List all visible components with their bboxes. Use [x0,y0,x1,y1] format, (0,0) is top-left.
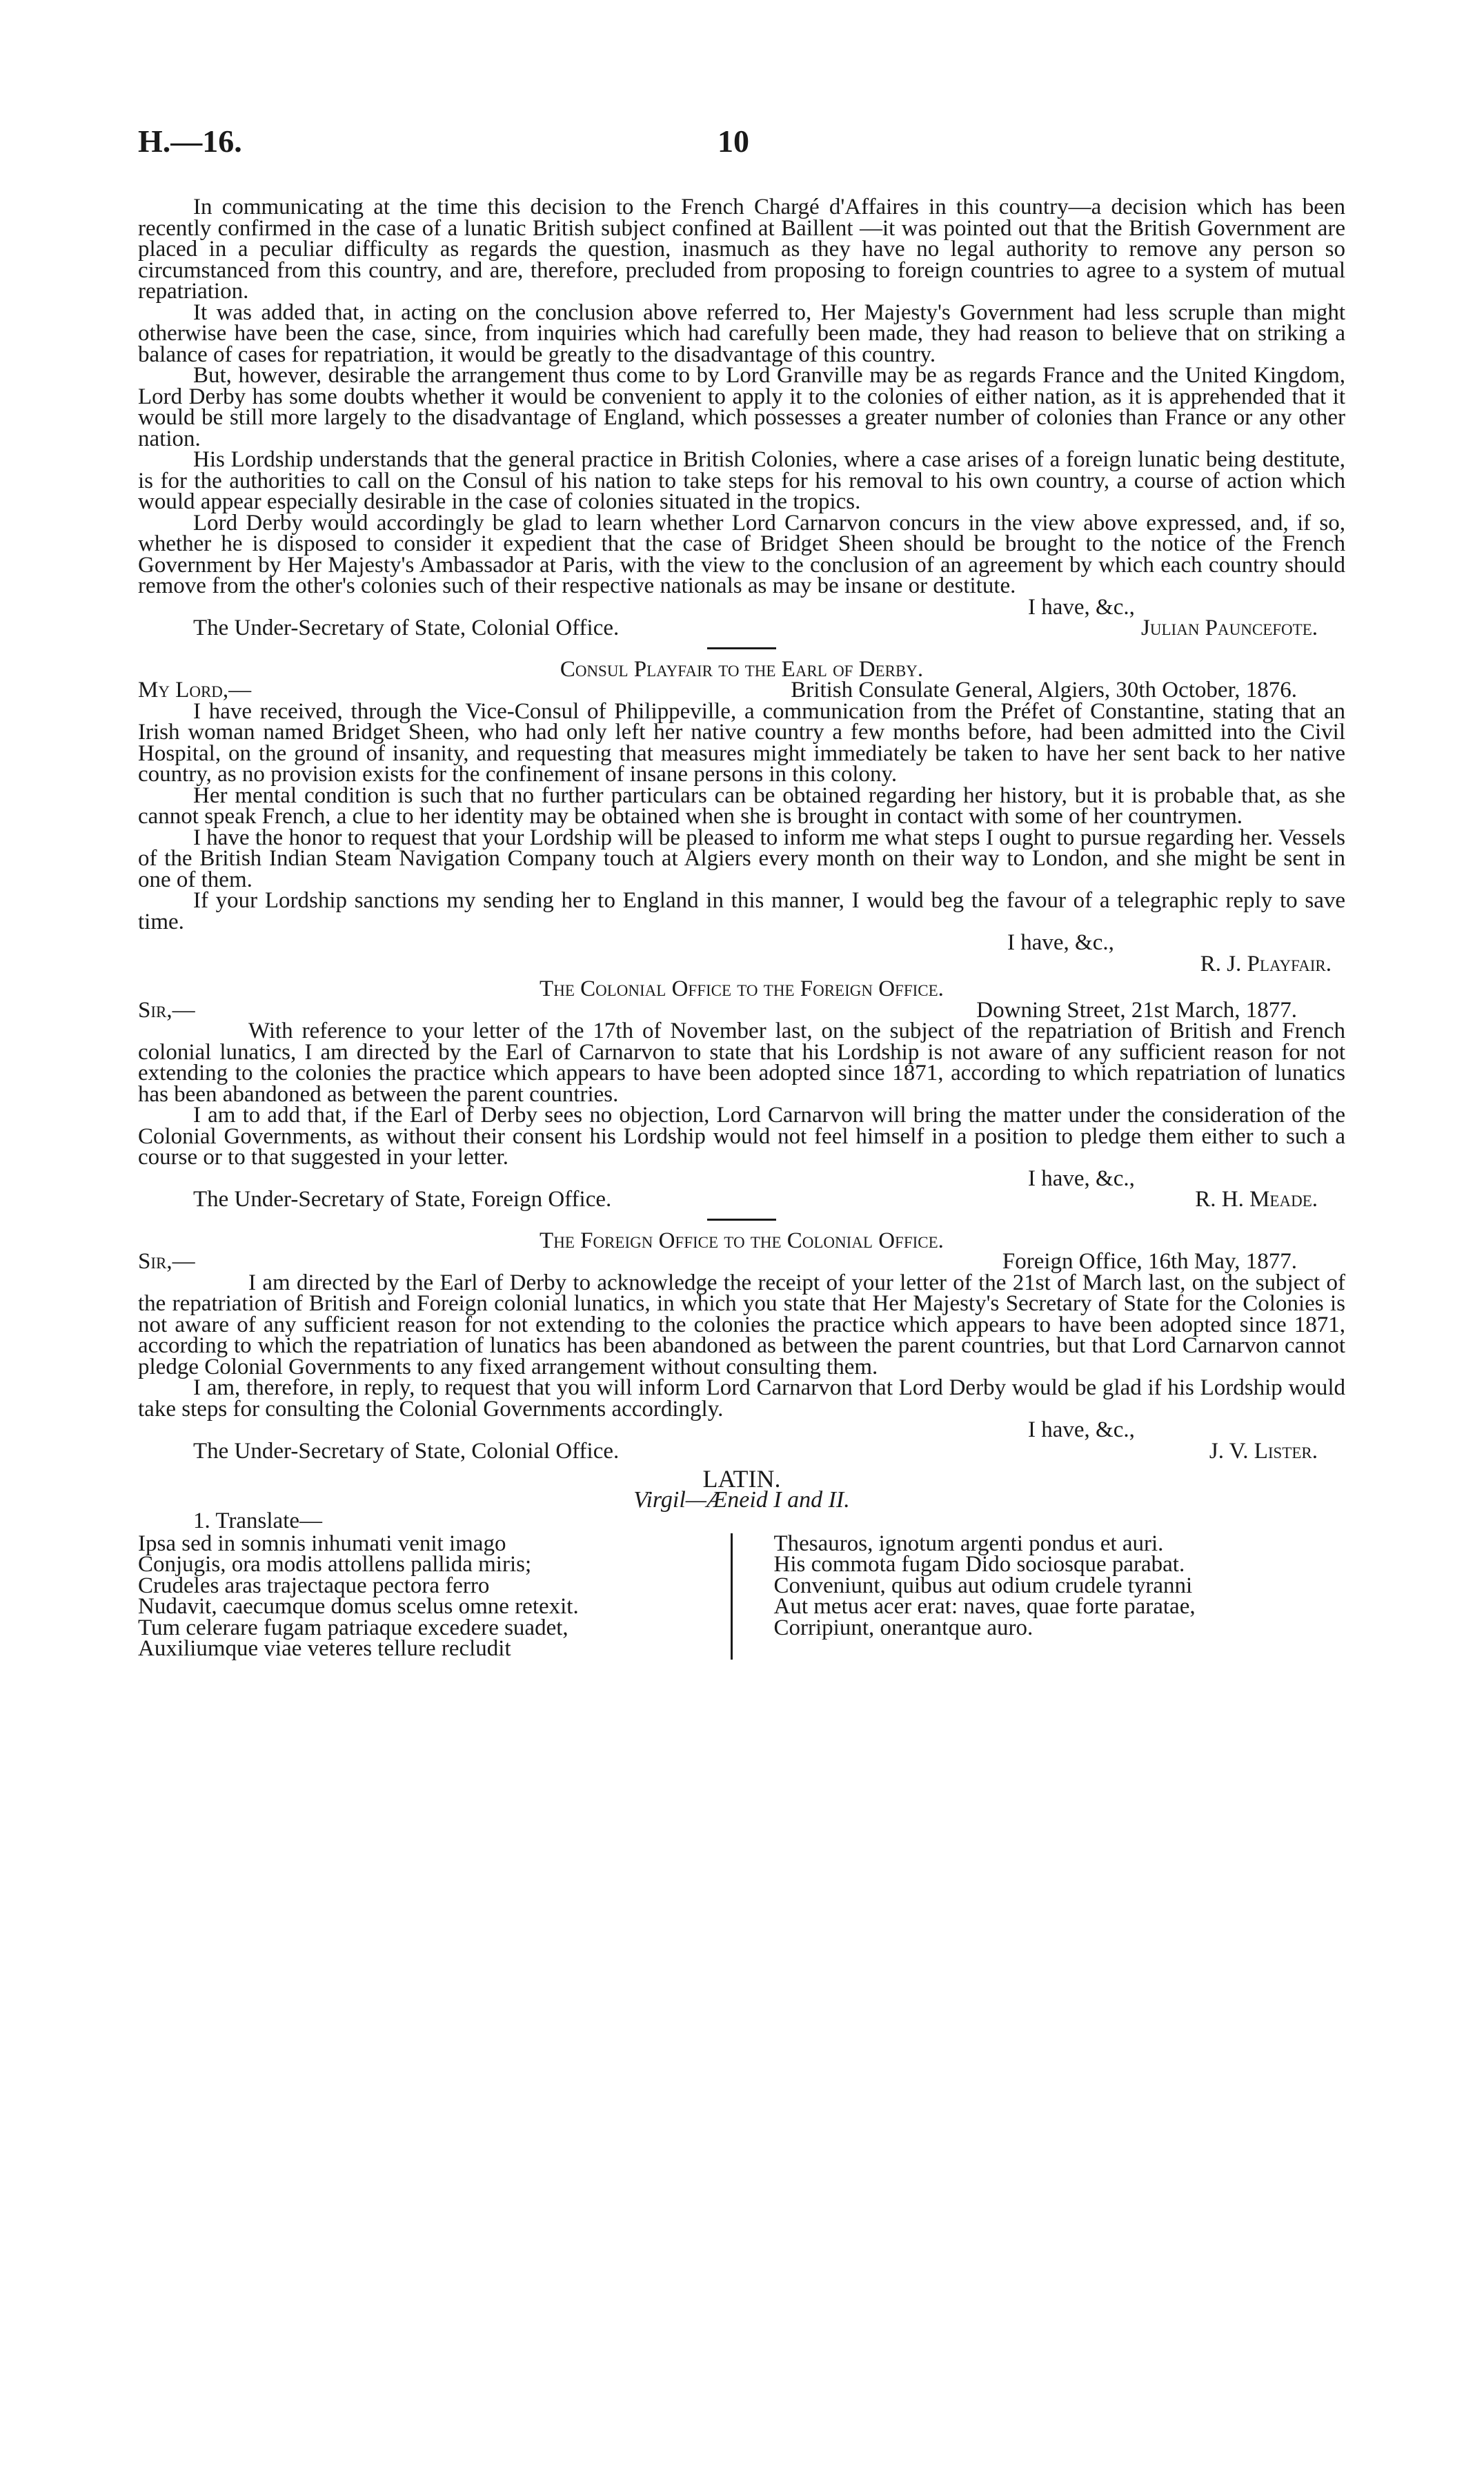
document-body [138,197,1345,1660]
paragraph: I am to add that, if the Earl of Derby sees no objection, Lord Carnarvon will bring the matter under the consideration of the Colonial Governments, as without their consent his Lordship would not feel himself in a position to pledge them either to such a course or to that suggested in your letter. [138,1103,1345,1170]
signature: R. H. Meade. [1195,1187,1318,1212]
addressee: The Under-Secretary of State, Colonial Office. [193,1438,620,1464]
letter-colonial-office [138,976,1345,1212]
verse-columns [138,1533,1345,1660]
paragraph: I am, therefore, in reply, to request that you will inform Lord Carnarvon that Lord Derby would be glad if his Lordship would take steps for consulting the Colonial Governments accordingly. [138,1375,1345,1422]
place-date: Foreign Office, 16th May, 1877. [1002,1249,1297,1274]
paragraph: With reference to your letter of the 17th of November last, on the subject of the repatriation of British and French colonial lunatics, I am directed by the Earl of Carnarvon to state that his Lordship is not aware of any sufficient reason for not extending to the colonies the practice which appears to have been adopted since 1871, according to which repatriation of lunatics has been abandoned as between the parent countries. [138,1019,1345,1107]
place-date: British Consulate General, Algiers, 30th October, 1876. [791,678,1297,702]
verse-line: Nudavit, caecumque domus scelus omne retexit. [138,1594,579,1619]
verse-line: Auxiliumque viae veteres tellure recludit [138,1636,511,1661]
addressee: The Under-Secretary of State, Colonial Office. [193,616,620,640]
section-subtitle: Virgil—Æneid I and II. [633,1486,850,1513]
verse-line: Corripiunt, onerantque auro. [773,1615,1033,1640]
verse-line: Tum celerare fugam patriaque excedere suadet, [138,1615,568,1640]
paragraph: In communicating at the time this decision to the French Chargé d'Affaires in this country—a decision which has been recently confirmed in the case of a lunatic British subject confined at Baillent —it was pointed out that the British Government are placed in a peculiar difficulty as regards the question, inasmuch as they have no legal authority to remove any person so circumstanced from this country, and are, therefore, precluded from proposing to foreign countries to agree to a system of mutual repatriation. [138,195,1345,304]
letter-pauncefote [138,197,1345,639]
place-date: Downing Street, 21st March, 1877. [976,997,1297,1023]
divider [707,647,776,649]
verse-line: Thesauros, ignotum argenti pondus et auri. [773,1531,1164,1556]
salutation: Sir,— [138,997,195,1023]
paragraph: Lord Derby would accordingly be glad to learn whether Lord Carnarvon concurs in the view above expressed, and, if so, whether he is disposed to consider it expedient that the case of Bridget Sheen should be brought to the notice of the French Government by Her Majesty's Ambassador at Paris, with the view to the conclusion of an agreement by which each country should remove from the other's colonies such of their respective nationals as may be insane or destitute. [138,510,1345,598]
salutation: My Lord,— [138,678,252,702]
paragraph: I have the honor to request that your Lordship will be pleased to inform me what steps I ought to pursue regarding her. Vessels of the British Indian Steam Navigation Company touch at Algiers every month on their way to London, and she might be sent in one of them. [138,825,1345,892]
paragraph: I am directed by the Earl of Derby to acknowledge the receipt of your letter of the 21st of March last, on the subject of the repatriation of British and Foreign colonial lunatics, in which you state that Her Majesty's Secretary of State for the Colonies is not aware of any sufficient reason for not extending to the colonies the practice which appears to have been adopted since 1871, according to which the repatriation of lunatics has been abandoned as between the parent countries, but that Lord Carnarvon cannot pledge Colonial Governments to any fixed arrangement without consulting them. [138,1270,1345,1379]
signature: Julian Pauncefote. [1141,616,1318,640]
signature: R. J. Playfair. [1200,951,1332,976]
verse-line: Ipsa sed in somnis inhumati venit imago [138,1531,506,1556]
paragraph: If your Lordship sanctions my sending her to England in this manner, I would beg the favour of a telegraphic reply to save time. [138,888,1345,934]
closing: I have, &c., [1028,594,1135,620]
closing: I have, &c., [1028,1166,1135,1191]
letter-heading: The Colonial Office to the Foreign Office. [540,976,944,1001]
signature: J. V. Lister. [1209,1438,1318,1464]
paragraph: It was added that, in acting on the conclusion above referred to, Her Majesty's Government had less scruple than might otherwise have been the case, since, from inquiries which had carefully been made, they had reason to believe that on striking a balance of cases for repatriation, it would be greatly to the disadvantage of this country. [138,299,1345,367]
latin-section [138,1465,1345,1661]
verse-line: Aut metus acer erat: naves, quae forte paratae, [773,1594,1196,1619]
closing: I have, &c., [1028,1417,1135,1442]
series-reference: H.—16. [138,124,242,159]
paragraph: But, however, desirable the arrangement thus come to by Lord Granville may be as regards France and the United Kingdom, Lord Derby has some doubts whether it would be convenient to apply it to the colonies of either nation, as it is apprehended that it would be still more largely to the disadvantage of England, which possesses a greater number of colonies than France or any other nation. [138,363,1345,451]
letter-playfair [138,656,1345,976]
salutation: Sir,— [138,1249,195,1274]
verse-line: Conveniunt, quibus aut odium crudele tyranni [773,1573,1193,1598]
verse-line: Crudeles aras trajectaque pectora ferro [138,1573,490,1598]
section-title: LATIN. [702,1465,781,1493]
verse-line: His commota fugam Dido sociosque parabat. [773,1552,1185,1577]
paragraph: I have received, through the Vice-Consul of Philippeville, a communication from the Préfet of Constantine, stating that an Irish woman named Bridget Sheen, who had only left her native country a few months before, had been admitted into the Civil Hospital, on the ground of insanity, and requesting that measures might immediately be taken to have her sent back to her native country, as no provision exists for the confinement of insane persons in this colony. [138,698,1345,787]
letter-heading: The Foreign Office to the Colonial Office. [540,1228,944,1253]
page-number: 10 [718,124,749,159]
question-instruction: 1. Translate— [193,1508,323,1533]
verse-line: Conjugis, ora modis attollens pallida miris; [138,1552,532,1577]
divider [707,1219,776,1221]
addressee: The Under-Secretary of State, Foreign Office. [193,1187,612,1212]
letter-foreign-office [138,1230,1345,1462]
verse-column-right [733,1533,1346,1660]
closing: I have, &c., [1007,930,1114,955]
verse-column-left [138,1533,733,1660]
paragraph: Her mental condition is such that no further particulars can be obtained regarding her history, but it is probable that, as she cannot speak French, a clue to her identity may be obtained when she is brought in contact with some of her countrymen. [138,783,1345,829]
letter-heading: Consul Playfair to the Earl of Derby. [560,656,924,682]
paragraph: His Lordship understands that the general practice in British Colonies, where a case arises of a foreign lunatic being destitute, is for the authorities to call on the Consul of his nation to take steps for his removal to his own country, a course of action which would appear especially desirable in the case of colonies situated in the tropics. [138,447,1345,514]
